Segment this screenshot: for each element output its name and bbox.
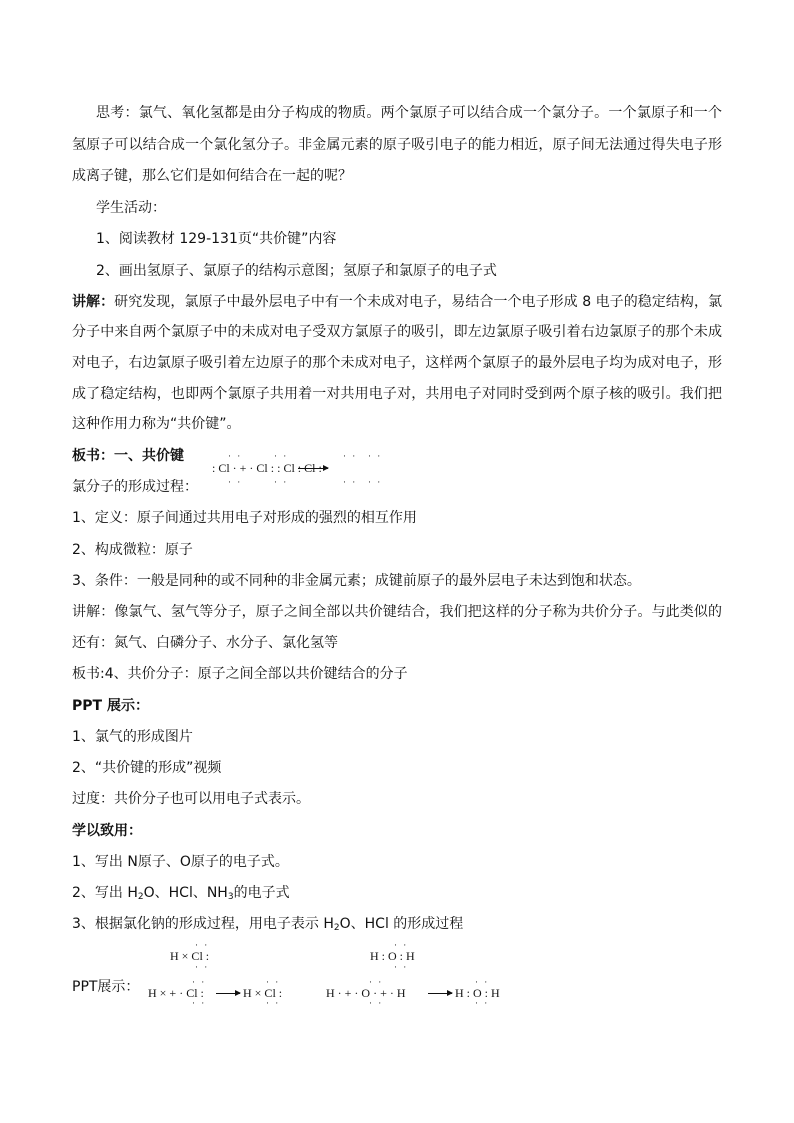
definition-3: 3、条件：一般是同种的或不同种的非金属元素；成键前原子的最外层电子未达到饱和状态。 (72, 573, 641, 589)
think-line-2: 氢原子可以结合成一个氯化氢分子。非金属元素的原子吸引电子的能力相近，原子间无法通过得失电子形 (72, 137, 722, 153)
explain-line-4: 成了稳定结构，也即两个氯原子共用着一对共用电子对，共用电子对同时受到两个原子核的吸引。我们把 (72, 386, 722, 402)
h2o-arrow (428, 993, 452, 994)
cl2-formation-label: 氯分子的形成过程： (72, 479, 198, 495)
explain2-line-2: 还有：氮气、白磷分子、水分子、氯化氢等 (72, 635, 338, 651)
apply-item-1: 1、写出 N原子、O原子的电子式。 (72, 854, 289, 870)
ppt-show-heading: PPT 展示： (72, 698, 149, 714)
ppt-show-2-label: PPT展示： (72, 979, 140, 995)
apply-item-2: 2、写出 $H_2O$、HCl、$NH_3$的电子式 (72, 885, 290, 902)
apply-item-3: 3、根据氯化钠的形成过程，用电子表示 $H_2O$、HCl 的形成过程 (72, 916, 464, 933)
explain-line-5: 这种作用力称为“共价键”。 (72, 416, 241, 432)
explain-line-1 (72, 292, 722, 312)
apply-heading: 学以致用： (72, 823, 142, 839)
reaction-arrow (298, 468, 328, 469)
board-heading-covalent-bond: 板书：一、共价键 (72, 448, 184, 464)
ppt-item-1: 1、氯气的形成图片 (72, 729, 193, 745)
think-line-1: 思考：氯气、氧化氢都是由分子构成的物质。两个氯原子可以结合成一个氯分子。一个氯原子和一个 (96, 105, 722, 121)
explain-text-1: 研究发现，氯原子中最外层电子中有一个未成对电子，易结合一个电子形成 8 电子的稳定结构，氯 (114, 294, 723, 310)
ppt-item-2: 2、“共价键的形成”视频 (72, 760, 222, 776)
hcl-arrow (216, 993, 240, 994)
transition-text: 过度：共价分子也可以用电子式表示。 (72, 791, 310, 807)
cl2-equation-text: : Cl · + · Cl : : Cl : Cl : (212, 461, 322, 475)
activity-item-2: 2、画出氢原子、氯原子的结构示意图；氢原子和氯原子的电子式 (96, 263, 497, 279)
explain2-line-1: 讲解：像氯气、氢气等分子，原子之间全部以共价键结合，我们把这样的分子称为共价分子。与此类似的 (72, 604, 722, 620)
student-activity-label: 学生活动： (96, 200, 166, 216)
board-covalent-molecule: 板书:4、共价分子：原子之间全部以共价键结合的分子 (72, 666, 408, 682)
definition-1: 1、定义：原子间通过共用电子对形成的强烈的相互作用 (72, 510, 417, 526)
definition-2: 2、构成微粒：原子 (72, 542, 193, 558)
explain-label: 讲解： (72, 294, 115, 310)
explain-line-3: 对电子，右边氯原子吸引着左边原子的那个未成对电子，这样两个氯原子的最外层电子均为成对电子，形 (72, 355, 722, 371)
think-line-3: 成离子键，那么它们是如何结合在一起的呢？ (72, 168, 352, 184)
activity-item-1: 1、阅读教材 129-131页“共价键”内容 (96, 231, 337, 247)
explain-line-2: 分子中来自两个氯原子中的未成对电子受双方氯原子的吸引，即左边氯原子吸引着右边氯原子的那个未成 (72, 324, 722, 340)
